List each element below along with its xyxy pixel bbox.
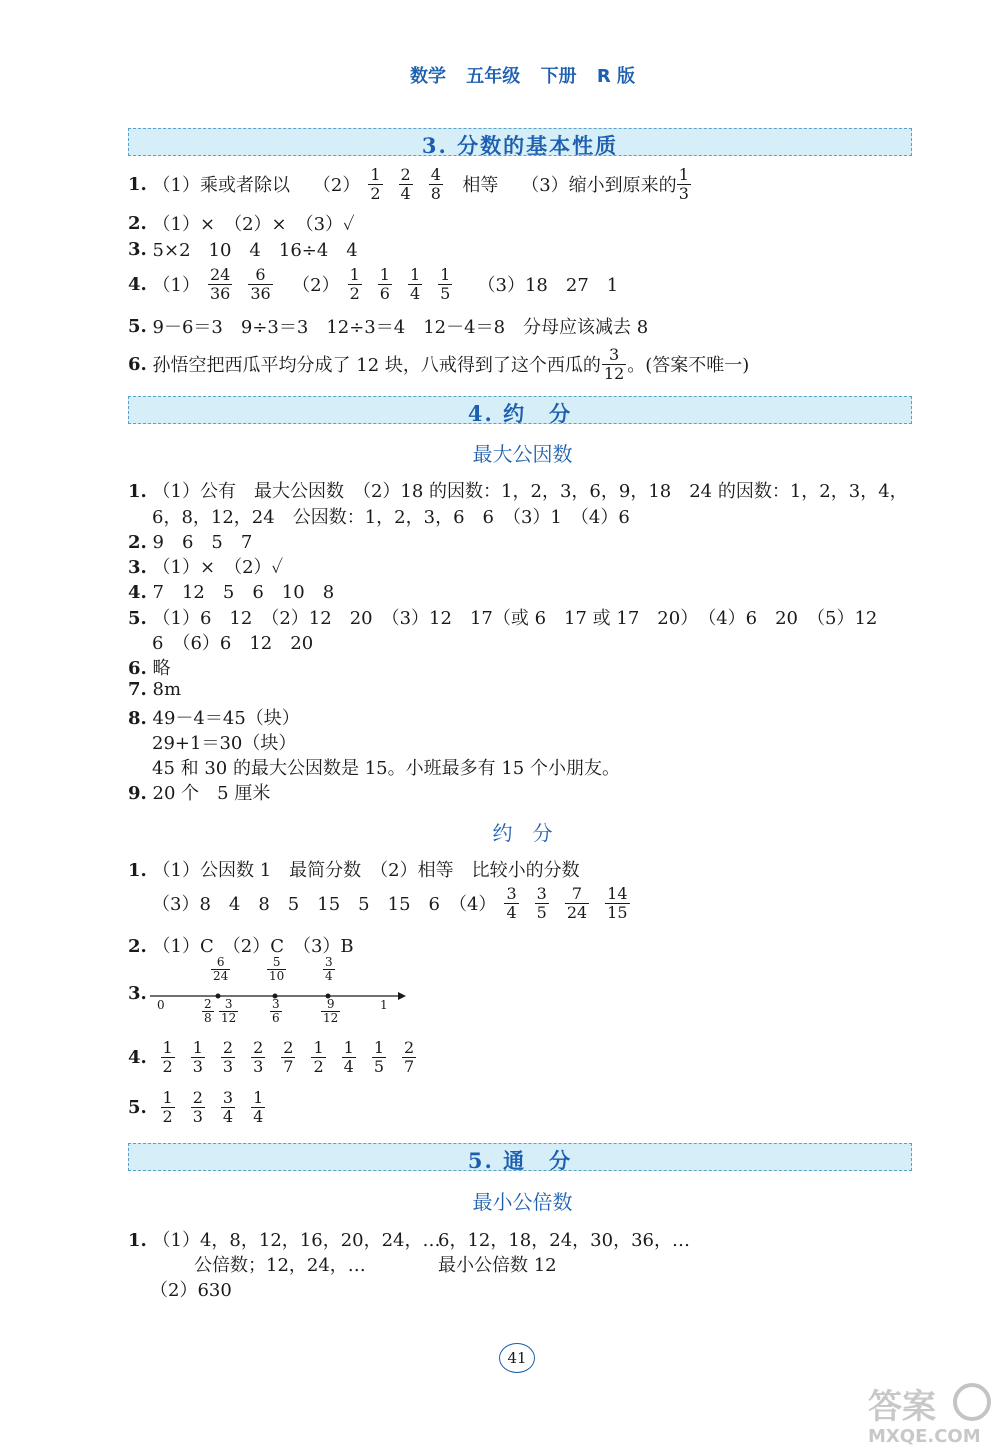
number-line-zero: 0 [157, 998, 165, 1012]
s4-r4: 4. $\frac{1}{2}$ $\frac{1}{3}$ $\frac{2}{3}$ $\frac{2}{3}$ $\frac{2}{7}$ $\frac{1}{2}$ $\frac{1}{4}$ $\frac{1}{5}$ $\frac{2}{7}$ [128, 1037, 415, 1076]
s3-q4: 4. （1） $\frac{24}{36}$ $\frac{6}{36}$ （2） $\frac{1}{2}$ $\frac{1}{6}$ $\frac{1}{4}$ $\frac{1}{5}$ （3）18 27 1 [128, 264, 619, 303]
number-line-one: 1 [380, 998, 388, 1012]
fraction: $\frac{1}{4}$ [409, 264, 421, 303]
s5-q1-c: 公倍数；12，24，… [194, 1255, 366, 1276]
fraction: $\frac{1}{2}$ [162, 1037, 173, 1076]
header-edition: R 版 [596, 66, 635, 87]
s4-q5: 5. （1）6 12 （2）12 20 （3）12 17（或 6 17 或 17 20） （4）6 20 （5）12 [128, 608, 878, 629]
section-5-banner [128, 1143, 912, 1171]
fraction: $\frac{1}{3}$ [678, 164, 689, 203]
number-line-arrow [398, 992, 406, 1000]
fraction: $\frac{2}{7}$ [404, 1037, 415, 1076]
fraction: $\frac{2}{3}$ [222, 1037, 234, 1076]
s4-q2: 2. 9 6 5 7 [128, 532, 253, 553]
s4-q4: 4. 7 12 5 6 10 8 [128, 582, 335, 603]
fraction: $\frac{3}{5}$ [536, 883, 547, 922]
nl-bot-4: $\frac{9}{12}$ [323, 997, 339, 1026]
fraction: $\frac{4}{8}$ [430, 164, 441, 203]
fraction: $\frac{1}{2}$ [349, 264, 360, 303]
nl-top-2: $\frac{5}{10}$ [269, 955, 285, 984]
s4-q8-line3: 45 和 30 的最大公因数是 15。小班最多有 15 个小朋友。 [152, 758, 620, 779]
section-4-title: 4. 约 分 [467, 401, 573, 426]
s3-q1: 1. （1）乘或者除以 （2） $\frac{1}{2}$ $\frac{2}{4}$ $\frac{4}{8}$ 相等 （3）缩小到原来的 $\frac{1}{3}$ [128, 164, 689, 203]
watermark-logo-icon [868, 1380, 993, 1446]
fraction: $\frac{7}{24}$ [566, 883, 588, 922]
s5-q1-e: （2）630 [150, 1280, 232, 1301]
watermark-logo [868, 1380, 993, 1451]
s4-r5: 5. $\frac{1}{2}$ $\frac{2}{3}$ $\frac{3}{4}$ $\frac{1}{4}$ [128, 1087, 264, 1126]
nl-bot-2: $\frac{3}{12}$ [221, 997, 237, 1026]
fraction: $\frac{1}{5}$ [373, 1037, 385, 1076]
subheading-gcd: 最大公因数 [472, 442, 573, 466]
fraction: $\frac{1}{3}$ [192, 1037, 203, 1076]
s4-q6: 6. 略 [128, 658, 171, 679]
fraction: $\frac{14}{15}$ [607, 883, 628, 922]
s4-q9: 9. 20 个 5 厘米 [128, 783, 271, 804]
fraction: $\frac{1}{2}$ [370, 164, 381, 203]
s3-q3: 3. 5×2 10 4 16÷4 4 [128, 238, 358, 261]
header-grade: 五年级 [466, 66, 521, 87]
fraction: $\frac{3}{4}$ [506, 883, 517, 922]
s4-q7: 7. 8m [128, 679, 182, 700]
fraction: $\frac{1}{4}$ [253, 1087, 264, 1126]
s3-q2: 2. （1）× （2）× （3）✓ [128, 212, 355, 235]
page-number: 41 [499, 1343, 535, 1373]
s4-q1: 1. （1）公有 最大公因数 （2）18 的因数：1，2，3，6，9，18 24 的因数：1，2，3，4， [128, 481, 908, 502]
nl-top-3: $\frac{3}{4}$ [325, 955, 333, 984]
fraction: $\frac{24}{36}$ [209, 264, 231, 303]
header-volume: 下册 [540, 66, 577, 87]
s5-q1-d: 最小公倍数 12 [438, 1255, 557, 1276]
fraction: $\frac{6}{36}$ [250, 264, 271, 303]
s4-r3-number: 3. [128, 983, 147, 1004]
fraction: $\frac{2}{7}$ [283, 1037, 294, 1076]
fraction: $\frac{2}{3}$ [192, 1087, 203, 1126]
section-3-banner [128, 128, 912, 156]
svg-text:答案: 答案 [868, 1387, 936, 1427]
fraction: $\frac{1}{4}$ [343, 1037, 354, 1076]
fraction: $\frac{3}{4}$ [222, 1087, 234, 1126]
s4-r2: 2. （1）C （2）C （3）B [128, 936, 354, 957]
subheading-lcm: 最小公倍数 [472, 1190, 573, 1214]
s4-q1-cont: 6，8，12，24 公因数：1，2，3，6 6 （3）1 （4）6 [152, 507, 630, 528]
s4-r1: 1. （1）公因数 1 最简分数 （2）相等 比较小的分数 [128, 860, 580, 881]
s4-q3: 3. （1）× （2）✓ [128, 557, 284, 578]
nl-bot-3: $\frac{3}{6}$ [272, 997, 280, 1026]
fraction: $\frac{3}{12}$ [603, 344, 625, 383]
fraction: $\frac{1}{2}$ [162, 1087, 173, 1126]
section-4-banner [128, 396, 912, 424]
s5-q1: 1. （1）4，8，12，16，20，24，… [128, 1230, 441, 1251]
svg-text:MXQE.COM: MXQE.COM [868, 1426, 981, 1446]
s4-q8-line2: 29+1＝30（块） [152, 733, 297, 754]
fraction: $\frac{1}{5}$ [440, 264, 451, 303]
nl-bot-1: $\frac{2}{8}$ [204, 997, 212, 1026]
section-3-title: 3. 分数的基本性质 [421, 133, 619, 158]
s3-q6: 6. 孙悟空把西瓜平均分成了 12 块，八戒得到了这个西瓜的 $\frac{3}{12}$ 。(答案不唯一) [128, 344, 750, 383]
s4-q5-cont: 6 （6）6 12 20 [152, 633, 314, 654]
fraction: $\frac{2}{3}$ [253, 1037, 264, 1076]
running-header [0, 62, 1000, 88]
subheading-reduce: 约 分 [492, 821, 553, 845]
section-5-title: 5. 通 分 [467, 1148, 573, 1173]
s4-r1-cont: （3）8 4 8 5 15 5 15 6 （4） $\frac{3}{4}$ $\frac{3}{5}$ $\frac{7}{24}$ $\frac{14}{15}$ [152, 883, 628, 922]
fraction: $\frac{2}{4}$ [400, 164, 411, 203]
fraction: $\frac{1}{2}$ [313, 1037, 324, 1076]
s5-q1-b: 6，12，18，24，30，36，… [438, 1230, 690, 1251]
fraction: $\frac{1}{6}$ [379, 264, 390, 303]
s4-q8: 8. 49－4＝45（块） [128, 708, 300, 729]
nl-top-1: $\frac{6}{24}$ [213, 955, 229, 984]
header-subject: 数学 [410, 66, 446, 87]
s3-q5: 5. 9－6＝3 9÷3＝3 12÷3＝4 12－4＝8 分母应该减去 8 [128, 315, 649, 338]
